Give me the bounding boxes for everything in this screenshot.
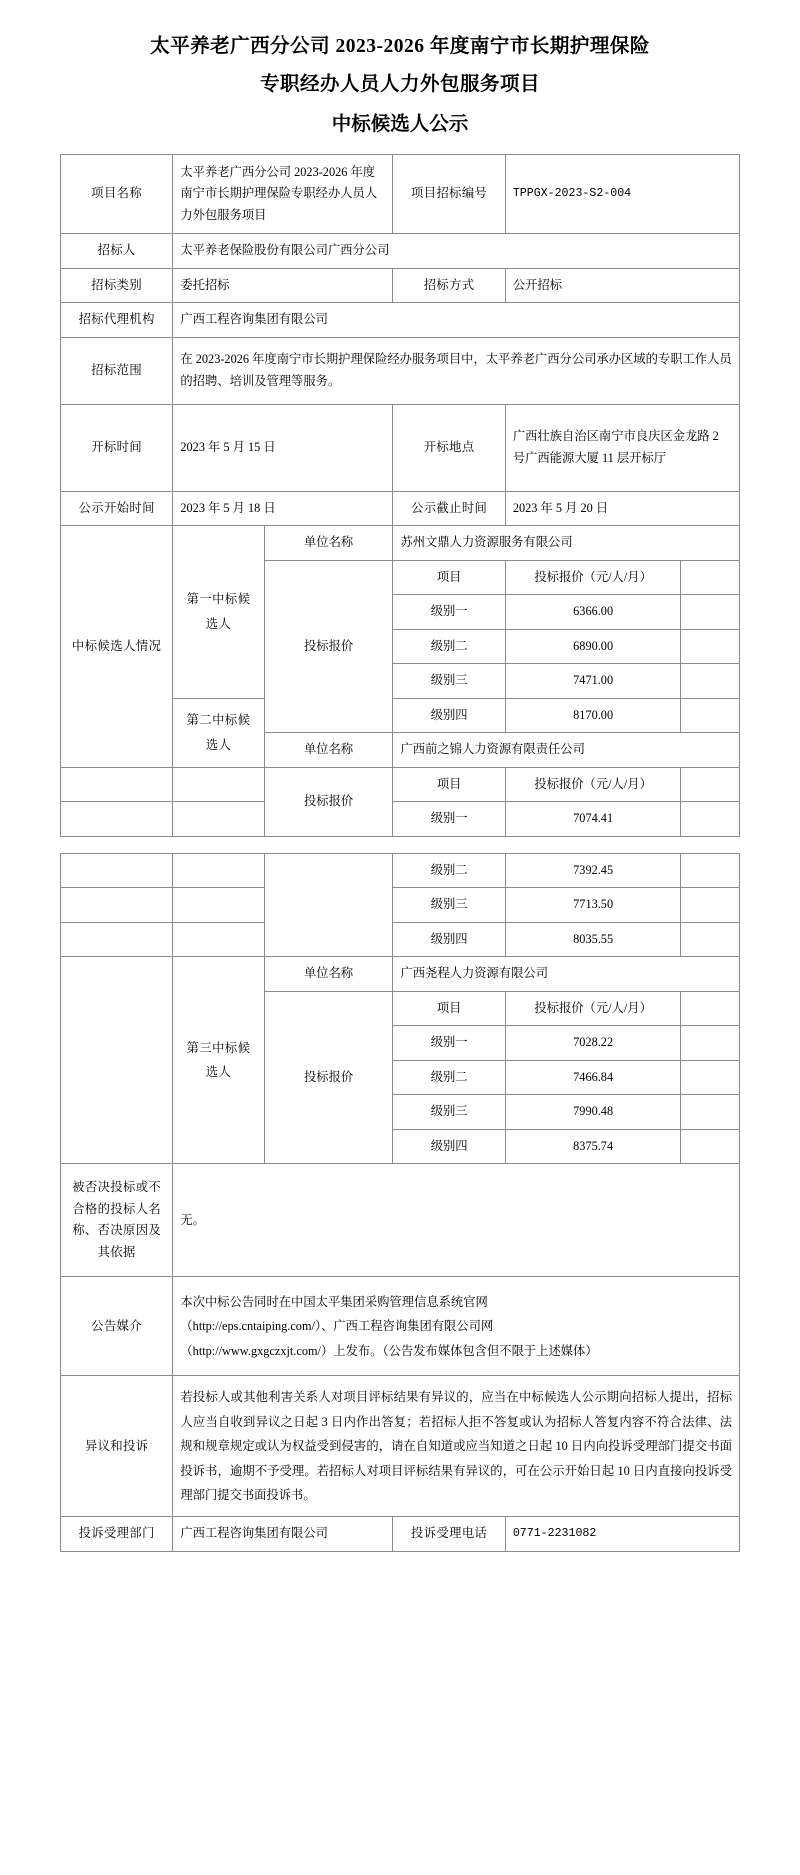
notice-table: [60, 154, 740, 837]
level-label: 级别三: [393, 1095, 505, 1130]
blank-cell: [681, 991, 740, 1026]
project-name-value: 太平养老广西分公司 2023-2026 年度南宁市长期护理保险专职经办人员人力外包服务项目: [173, 155, 393, 234]
table-row: [61, 268, 740, 303]
complaint-phone-value: 0771-2231082: [505, 1517, 739, 1552]
media-line2: （http://eps.cntaiping.com/）、广西工程咨询集团有限公司网: [180, 1319, 494, 1334]
blank-cell: [61, 888, 173, 923]
table-row: [61, 337, 740, 404]
blank-cell: [681, 802, 740, 837]
page-title: [60, 28, 740, 104]
table-row: [61, 1517, 740, 1552]
blank-cell: [681, 1129, 740, 1164]
bid-method-label: 招标方式: [393, 268, 505, 303]
rejected-label: 被否决投标或不合格的投标人名称、否决原因及其依据: [61, 1164, 173, 1277]
blank-cell: [61, 922, 173, 957]
price-header: 投标报价（元/人/月）: [505, 991, 681, 1026]
blank-cell: [681, 698, 740, 733]
candidates-section-label: 中标候选人情况: [61, 526, 173, 768]
level-label: 级别三: [393, 888, 505, 923]
blank-cell: [264, 853, 393, 957]
blank-cell: [681, 560, 740, 595]
table-row: [61, 888, 740, 923]
bid-method-value: 公开招标: [505, 268, 739, 303]
page-break-spacer: [60, 837, 740, 853]
blank-cell: [681, 629, 740, 664]
level-price: 8170.00: [505, 698, 681, 733]
second-candidate-unit-name: 广西前之锦人力资源有限责任公司: [393, 733, 740, 768]
blank-cell: [173, 802, 264, 837]
media-label: 公告媒介: [61, 1277, 173, 1376]
bid-no-label: 项目招标编号: [393, 155, 505, 234]
unit-name-label: 单位名称: [264, 526, 393, 561]
table-row: [61, 1277, 740, 1376]
page-title-line2: 专职经办人员人力外包服务项目: [259, 74, 540, 96]
level-price: 8375.74: [505, 1129, 681, 1164]
level-price: 7028.22: [505, 1026, 681, 1061]
blank-cell: [173, 888, 264, 923]
blank-cell: [61, 853, 173, 888]
open-time-label: 开标时间: [61, 404, 173, 491]
page-subtitle: 中标候选人公示: [331, 114, 469, 136]
blank-cell: [61, 767, 173, 802]
media-line3: （http://www.gxgczxjt.com/）上发布。（公告发布媒体包含但不限于上述媒体）: [180, 1343, 598, 1358]
item-header: 项目: [393, 991, 505, 1026]
blank-cell: [681, 767, 740, 802]
level-label: 级别三: [393, 664, 505, 699]
level-price: 7990.48: [505, 1095, 681, 1130]
table-row: [61, 922, 740, 957]
objection-label: 异议和投诉: [61, 1376, 173, 1517]
first-candidate-unit-name: 苏州文鼎人力资源服务有限公司: [393, 526, 740, 561]
second-candidate-rank-label: 第二中标候选人: [173, 698, 264, 767]
unit-name-label: 单位名称: [264, 733, 393, 768]
third-candidate-price-label: 投标报价: [264, 991, 393, 1164]
blank-cell: [681, 1026, 740, 1061]
level-label: 级别四: [393, 1129, 505, 1164]
level-price: 6890.00: [505, 629, 681, 664]
table-row: [61, 957, 740, 992]
level-label: 级别二: [393, 1060, 505, 1095]
open-place-value: 广西壮族自治区南宁市良庆区金龙路 2 号广西能源大厦 11 层开标厅: [505, 404, 739, 491]
scope-value: 在 2023-2026 年度南宁市长期护理保险经办服务项目中，太平养老广西分公司承办区域的专职工作人员的招聘、培训及管理等服务。: [173, 337, 740, 404]
notice-table-continued: [60, 853, 740, 1552]
table-row: [61, 234, 740, 269]
open-time-value: 2023 年 5 月 15 日: [173, 404, 393, 491]
bid-category-label: 招标类别: [61, 268, 173, 303]
notice-end-value: 2023 年 5 月 20 日: [505, 491, 739, 526]
third-candidate-unit-name: 广西尧程人力资源有限公司: [393, 957, 740, 992]
blank-cell: [681, 922, 740, 957]
bid-no-value: TPPGX-2023-S2-004: [505, 155, 739, 234]
level-price: 7471.00: [505, 664, 681, 699]
table-row: [61, 526, 740, 561]
level-price: 7713.50: [505, 888, 681, 923]
scope-label: 招标范围: [61, 337, 173, 404]
table-row: [61, 1376, 740, 1517]
price-header: 投标报价（元/人/月）: [505, 767, 681, 802]
agency-label: 招标代理机构: [61, 303, 173, 338]
unit-name-label: 单位名称: [264, 957, 393, 992]
blank-cell: [681, 664, 740, 699]
level-price: 6366.00: [505, 595, 681, 630]
blank-cell: [681, 595, 740, 630]
blank-cell: [61, 802, 173, 837]
level-label: 级别二: [393, 853, 505, 888]
level-price: 7466.84: [505, 1060, 681, 1095]
blank-cell: [173, 853, 264, 888]
project-name-label: 项目名称: [61, 155, 173, 234]
table-row: [61, 767, 740, 802]
level-label: 级别四: [393, 698, 505, 733]
objection-value: 若投标人或其他利害关系人对项目评标结果有异议的，应当在中标候选人公示期向招标人提出，招标人应当自收到异议之日起 3 日内作出答复；若招标人拒不答复或认为招标人答复内容不符合法律、法规和规章规定或认为权益受到侵害的，请在自知道或应当知道之日起 10 日内向投诉受理部门提交书面投诉书，逾期不予受理。若招标人对项目评标结果有异议的，可在公示开始日起 10 日内直接向投诉受理部门提交书面投诉书。: [173, 1376, 740, 1517]
bid-category-value: 委托招标: [173, 268, 393, 303]
level-label: 级别二: [393, 629, 505, 664]
level-label: 级别一: [393, 802, 505, 837]
table-row: [61, 491, 740, 526]
table-row: [61, 303, 740, 338]
table-row: [61, 853, 740, 888]
item-header: 项目: [393, 767, 505, 802]
item-header: 项目: [393, 560, 505, 595]
table-row: [61, 155, 740, 234]
blank-cell: [681, 888, 740, 923]
complaint-dept-label: 投诉受理部门: [61, 1517, 173, 1552]
complaint-dept-value: 广西工程咨询集团有限公司: [173, 1517, 393, 1552]
tenderer-label: 招标人: [61, 234, 173, 269]
third-candidate-rank-label: 第三中标候选人: [173, 957, 264, 1164]
first-candidate-price-label: 投标报价: [264, 560, 393, 733]
notice-start-value: 2023 年 5 月 18 日: [173, 491, 393, 526]
tenderer-value: 太平养老保险股份有限公司广西分公司: [173, 234, 740, 269]
blank-cell: [681, 1060, 740, 1095]
level-price: 8035.55: [505, 922, 681, 957]
page-break-spacer-table: [60, 837, 740, 853]
blank-cell: [173, 767, 264, 802]
notice-end-label: 公示截止时间: [393, 491, 505, 526]
blank-cell: [681, 853, 740, 888]
rejected-value: 无。: [173, 1164, 740, 1277]
media-value: [173, 1277, 740, 1376]
agency-value: 广西工程咨询集团有限公司: [173, 303, 740, 338]
notice-start-label: 公示开始时间: [61, 491, 173, 526]
page-title-line1: 太平养老广西分公司 2023-2026 年度南宁市长期护理保险: [150, 36, 650, 57]
level-price: 7074.41: [505, 802, 681, 837]
open-place-label: 开标地点: [393, 404, 505, 491]
second-candidate-price-label: 投标报价: [264, 767, 393, 836]
price-header: 投标报价（元/人/月）: [505, 560, 681, 595]
level-label: 级别一: [393, 1026, 505, 1061]
level-label: 级别一: [393, 595, 505, 630]
media-line1: 本次中标公告同时在中国太平集团采购管理信息系统官网: [180, 1294, 488, 1309]
blank-cell: [681, 1095, 740, 1130]
table-row: [61, 404, 740, 491]
table-row: [61, 802, 740, 837]
blank-cell: [61, 957, 173, 1164]
complaint-phone-label: 投诉受理电话: [393, 1517, 505, 1552]
table-row: [61, 1164, 740, 1277]
level-price: 7392.45: [505, 853, 681, 888]
first-candidate-rank-label: 第一中标候选人: [173, 526, 264, 699]
blank-cell: [173, 922, 264, 957]
level-label: 级别四: [393, 922, 505, 957]
